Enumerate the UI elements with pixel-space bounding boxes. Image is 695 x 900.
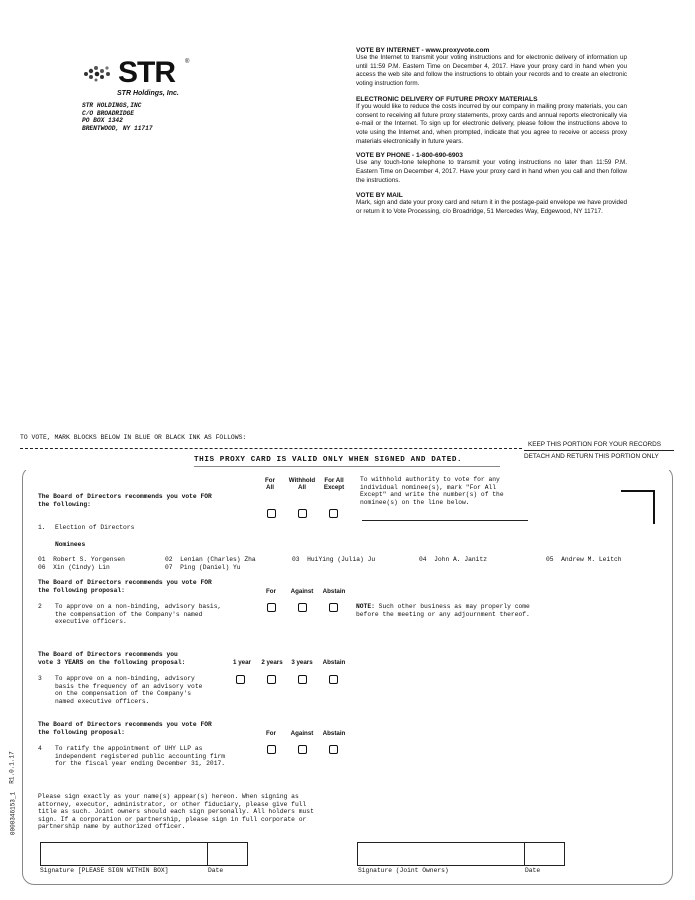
sign-instructions: Please sign exactly as your name(s) appear(s) hereon. When signing as attorney, executor, administrator, or other fiduciary, please give full title as such. Joint owners should each sign personally. All holders must sign. If a corporation or partnership, please sign in full corporate or partnership name by authorized officer.	[38, 793, 314, 831]
vote-phone-heading: VOTE BY PHONE - 1-800-690-6903	[356, 152, 463, 160]
corner-mark	[653, 490, 655, 524]
for-all-except-header: For All Except	[323, 477, 345, 492]
item-3-two-years-checkbox[interactable]	[267, 675, 276, 684]
signature-date-divider	[524, 842, 525, 866]
for-header: For	[266, 730, 276, 737]
board-recommendation: The Board of Directors recommends you vote FOR the following proposal:	[38, 721, 212, 736]
card-border-gap	[20, 464, 194, 470]
item-4-for-checkbox[interactable]	[267, 745, 276, 754]
item-4-abstain-checkbox[interactable]	[329, 745, 338, 754]
nominee-item: 02 Lenian (Charles) Zha	[165, 556, 256, 563]
item-4-number: 4	[38, 745, 42, 752]
vote-phone-text: Use any touch-tone telephone to transmit your voting instructions no later than 11:59 P.M. Eastern Time on December 4, 2017. Have your proxy card in hand when you call and then follow the instructions.	[356, 159, 627, 184]
one-year-header: 1 year	[233, 659, 251, 666]
str-logo-icon	[80, 60, 122, 82]
note	[356, 603, 530, 618]
card-border-gap	[500, 464, 676, 470]
item-2-text: To approve on a non-binding, advisory basis, the compensation of the Company's named executive officers.	[55, 603, 222, 626]
withhold-all-checkbox[interactable]	[298, 509, 307, 518]
item-2-against-checkbox[interactable]	[298, 603, 307, 612]
item-1-number: 1.	[38, 524, 46, 531]
item-2-for-checkbox[interactable]	[267, 603, 276, 612]
item-1-text: Election of Directors	[55, 524, 135, 531]
keep-portion-label: KEEP THIS PORTION FOR YOUR RECORDS	[528, 441, 662, 448]
document-code: 0000346153_1	[9, 791, 17, 836]
withhold-nominee-line[interactable]	[362, 520, 528, 521]
withhold-all-header: Withhold All	[288, 477, 316, 492]
three-years-header: 3 years	[291, 659, 313, 666]
item-2-number: 2	[38, 603, 42, 610]
logo-tagline: STR Holdings, Inc.	[117, 90, 179, 97]
logo-name: STR	[118, 56, 175, 89]
abstain-header: Abstain	[322, 659, 346, 666]
vote-mail-heading: VOTE BY MAIL	[356, 192, 403, 200]
for-all-except-checkbox[interactable]	[329, 509, 338, 518]
item-3-abstain-checkbox[interactable]	[329, 675, 338, 684]
nominee-item: 04 John A. Janitz	[419, 556, 488, 563]
abstain-header: Abstain	[322, 588, 346, 595]
item-3-three-years-checkbox[interactable]	[298, 675, 307, 684]
board-recommendation: The Board of Directors recommends you vote 3 YEARS on the following proposal:	[38, 651, 186, 666]
for-all-checkbox[interactable]	[267, 509, 276, 518]
nominee-item: 07 Ping (Daniel) Yu	[165, 564, 241, 571]
item-3-number: 3	[38, 675, 42, 682]
item-2-abstain-checkbox[interactable]	[329, 603, 338, 612]
perforation-line	[20, 448, 522, 449]
corner-mark	[621, 490, 655, 492]
nominee-item: 06 Xin (Cindy) Lin	[38, 564, 110, 571]
date-label: Date	[208, 867, 224, 874]
two-years-header: 2 years	[261, 659, 283, 666]
joint-signature-box[interactable]	[357, 842, 565, 866]
item-3-one-year-checkbox[interactable]	[236, 675, 245, 684]
for-all-header: For All	[265, 477, 275, 492]
date-label: Date	[525, 867, 541, 874]
voting-info	[356, 47, 627, 217]
return-address	[82, 102, 153, 132]
nominee-item: 01 Robert S. Yorgensen	[38, 556, 125, 563]
vote-internet-heading: VOTE BY INTERNET - www.proxyvote.com	[356, 47, 490, 54]
revision-code: R1.0.1.17	[8, 751, 16, 784]
nominee-item: 03 HuiYing (Julia) Ju	[292, 556, 376, 563]
address-line: BRENTWOOD, NY 11717	[82, 124, 153, 132]
note-label: NOTE:	[356, 603, 375, 610]
address-line: PO BOX 1342	[82, 117, 123, 125]
electronic-delivery-text: If you would like to reduce the costs incurred by our company in mailing proxy materials, you can consent to receiving all future proxy statements, proxy cards and annual reports electronically via e-mail or the Internet. To sign up for electronic delivery, please follow the instructions above to vote using the Internet and, when prompted, indicate that you agree to receive or access proxy materials electronically in future years.	[356, 102, 627, 145]
board-recommendation: The Board of Directors recommends you vote FOR the following proposal:	[38, 579, 212, 594]
address-line: STR HOLDINGS,INC	[82, 102, 142, 109]
registered-mark: ®	[185, 59, 190, 65]
vote-internet-text: Use the Internet to transmit your voting instructions and for electronic delivery of information up until 11:59 P.M. Eastern Time on December 4, 2017. Have your proxy card in hand when you access the web site and follow the instructions to obtain your records and to create an electronic voting instruction form.	[356, 54, 627, 88]
detach-portion-label: DETACH AND RETURN THIS PORTION ONLY	[524, 453, 659, 460]
item-4-text: To ratify the appointment of UHY LLP as independent registered public accounting firm for the fiscal year ending December 31, 2017.	[55, 745, 226, 768]
signature-box[interactable]	[40, 842, 248, 866]
signature-date-divider	[207, 842, 208, 866]
against-header: Against	[290, 730, 314, 737]
electronic-delivery-heading: ELECTRONIC DELIVERY OF FUTURE PROXY MATERIALS	[356, 95, 538, 103]
note-text: Such other business as may properly come before the meeting or any adjournment thereof.	[356, 603, 530, 618]
divider	[524, 450, 674, 451]
joint-signature-label: Signature (Joint Owners)	[358, 867, 449, 874]
item-4-against-checkbox[interactable]	[298, 745, 307, 754]
valid-notice: THIS PROXY CARD IS VALID ONLY WHEN SIGNED AND DATED.	[194, 456, 463, 464]
for-header: For	[266, 588, 276, 595]
ink-instruction: TO VOTE, MARK BLOCKS BELOW IN BLUE OR BLACK INK AS FOLLOWS:	[20, 434, 247, 441]
address-line: C/O BROADRIDGE	[82, 109, 134, 117]
withhold-instruction: To withhold authority to vote for any individual nominee(s), mark "For All Except" and write the number(s) of the nominee(s) on the line below.	[360, 476, 504, 506]
nominee-item: 05 Andrew M. Leitch	[546, 556, 622, 563]
nominees-label: Nominees	[55, 541, 86, 548]
item-3-text: To approve on a non-binding, advisory basis the frequency of an advisory vote on the compensation of the Company's named executive officers.	[55, 675, 203, 705]
abstain-header: Abstain	[322, 730, 346, 737]
against-header: Against	[290, 588, 314, 595]
board-recommendation: The Board of Directors recommends you vote FOR the following:	[38, 493, 212, 508]
vote-mail-text: Mark, sign and date your proxy card and return it in the postage-paid envelope we have provided or return it to Vote Processing, c/o Broadridge, 51 Mercedes Way, Edgewood, NY 11717.	[356, 199, 627, 216]
signature-label: Signature [PLEASE SIGN WITHIN BOX]	[40, 867, 169, 874]
